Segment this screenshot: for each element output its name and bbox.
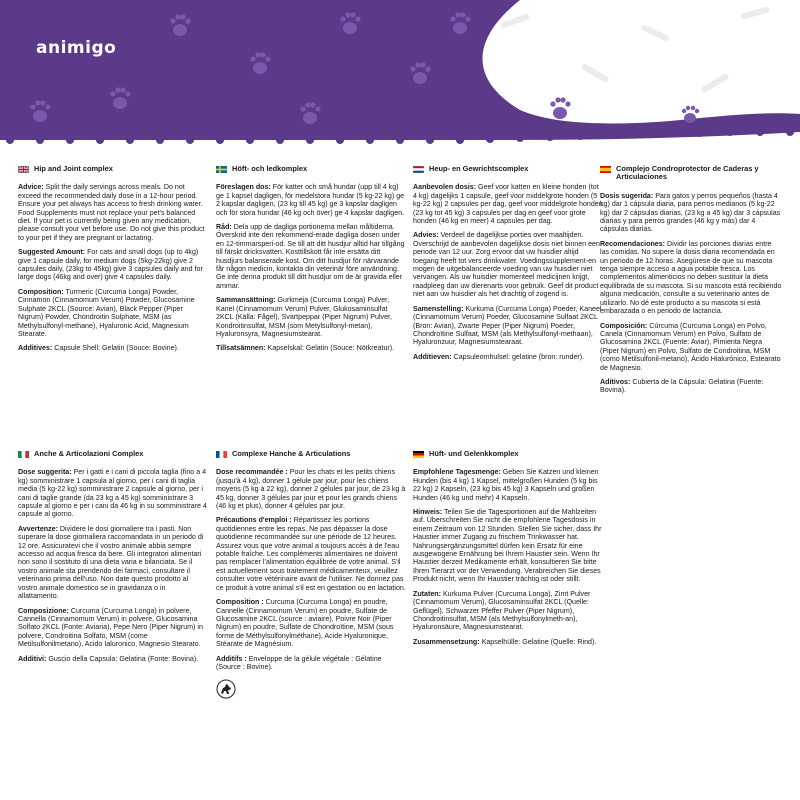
dose-paragraph: Empfohlene Tagesmenge: Geben Sie Katzen und kleinen Hunden (bis 4 kg) 1 Kapsel, mittelgroßen Hunden (5 kg bis 22 kg) 2 Kapseln, (23 kg bis 45 kg) 3 Kapseln und großen Hunden (46 kg und mehr) 4 Kapseln.	[413, 468, 599, 502]
section-english	[18, 165, 208, 359]
dose-paragraph: Dose suggerita: Per i gatti e i cani di piccola taglia (fino a 4 kg) somministrare 1 capsula al giorno, per i cani di taglia media (5 kg-22 kg) somministrare 2 capsule al giorno, per i cani di taglie grande (da 23 kg a 45 kg) somministrare 3 capsule al giorno e per i cani da 46 kg in su somministrare 4 capsule al giorno.	[18, 468, 207, 519]
dose-paragraph: Föreslagen dos: För katter och små hundar (upp till 4 kg) ge 1 kapsel dagligen, för medelstora hundar (5 kg-22 kg) ge 2 kapslar dagligen, (23 kg till 45 kg) ge 3 kapslar dagligen och för stora hundar (46 kg och över) ge 4 kapslar dagligen.	[216, 183, 405, 217]
advice-paragraph: Hinweis: Teilen Sie die Tagesportionen auf die Mahlzeiten auf. Überschreiten Sie nicht die empfohlene Tagesdosis in einem Zeitraum von 12 Stunden. Stellen Sie sicher, dass Ihr Haustier immer Zugang zu frischem Trinkwasser hat. Nahrungsergänzungsmittel dürfen kein Ersatz für eine ausgewogene Ernährung bei Ihrem Haustier sein. Wenn Ihr Haustier derzeit Medikamente erhält, konsultieren Sie bitte Ihren Tierarzt vor der Verwendung. Verabreichen Sie dieses Produkt nicht, wenn Ihr Haustier trächtig ist oder stillt.	[413, 508, 602, 584]
composition-paragraph: Composition : Curcuma (Curcuma Longa) en poudre, Cannelle (Cinnamomum Verum) en poudre, Sulfate de Glucosamine 2KCL (source : aviaire), Poivre Noir (Piper Nigrum) en poudre, Sulfate de Chondroïtine, MSM (sous forme de Méthylsulfonylméthane), Acide Hyaluronique, Stéarate de Magnésium.	[216, 598, 394, 649]
advice-paragraph: Råd: Dela upp de dagliga portionerna mellan måltiderna. Överskrid inte den rekommend-erade dagliga dosen under en 12-timmarsperi-od. Se till att ditt husdjur alltid har tillgång till färskt dricksvatten. Kosttillskott får inte ersätta ditt husdjurs balanserade kost. Om ditt husdjur för närvarande får någon medicin, kontakta din veterinär före användning. Ge inte denna produkt till ditt husdjur om de är gravida eller ammar.	[216, 223, 405, 290]
netherlands-flag-icon	[413, 166, 424, 173]
composition-paragraph: Zutaten: Kurkuma Pulver (Curcuma Longa), Zimt Pulver (Cinnamomum Verum), Glucosaminsulfat 2KCL (Quelle: Geflügel), Schwarzer Pfeffer Pulver (Piper Nigrum), Chondroitinsulfat, MSM (als Methylsulfonylmeth-an), Hyaluronsäure, Magnesiumstearat.	[413, 589, 591, 632]
section-spanish	[600, 165, 782, 401]
additives-paragraph: Additifs : Enveloppe de la gélule végétale : Gélatine (Source : Bovine).	[216, 654, 382, 671]
spain-flag-icon	[600, 166, 611, 173]
composition-paragraph: Sammansättning: Gurkmeja (Curcuma Longa) Pulver, Kanel (Cinnamomum Verum) Pulver, Glukosaminsulfat 2KCL (Källa: Fågel), Svartpeppar (Piper Nigrum) Pulver, Kondroitinsulfat, MSM (som Metylsulfonyl-metan), Hyaluronsyra, Magnesiumstearat.	[216, 296, 392, 338]
dose-paragraph: Aanbevolen dosis: Geef voor katten en kleine honden (tot 4 kg) dagelijks 1 capsule, geef voor middelgrote honden (5 kg-22 kg) 2 capsules per dag, geef voor middelgrote honden (23 kg tot 45 kg) 3 capsules per dag en geef voor grote honden (46 kg en meer) 4 capsules per dag.	[413, 183, 603, 226]
amount-paragraph: Suggested Amount: For cats and small dogs (up to 4kg) give 1 capsule daily, for medium dogs (5kg-22kg) give 2 capsules daily, (23kg to 45kg) give 3 capsules daily and for large dogs (46kg and over) give 4 capsules daily.	[18, 248, 203, 282]
uk-flag-icon	[18, 166, 29, 173]
composition-paragraph: Composition: Turmeric (Curcuma Longa) Powder, Cinnamon (Cinnamomum Verum) Powder, Glucosamine Sulphate 2KCL (Source: Avian), Black Pepper (Piper Nigrum) Powder, Chondroitin Sulphate, MSM (as Methylsulfonyl-methane), Hyaluronic Acid, Magnesium Stearate.	[18, 287, 195, 338]
advice-paragraph: Avvertenze: Dividere le dosi giornaliere tra i pasti. Non superare la dose giornaliera raccomandata in un periodo di 12 ore. Assicuratevi che il vostro animale abbia sempre accesso ad acqua fresca da bere. Gli integratori alimentari non sono il sostituto di una dieta varia e bilanciata. Se il vostro animale sta prendendo dei farmaci, consultare il veterinario prima dell'uso. Non date questo prodotto al vostro animale domestico se in gravidanza o in allattamento.	[18, 524, 204, 601]
additives-paragraph: Aditivos: Cubierta de la Cápsula: Gelatina (Fuente: Bovina).	[600, 377, 764, 395]
section-german	[413, 450, 603, 652]
section-title: Heup- en Gewrichtscomplex	[429, 164, 529, 173]
section-heading	[413, 165, 603, 173]
section-italian	[18, 450, 208, 669]
additives-paragraph: Additivi: Guscio della Capsula: Gelatina (Fonte: Bovina).	[18, 654, 199, 663]
section-heading	[600, 165, 782, 182]
germany-flag-icon	[413, 451, 424, 458]
france-flag-icon	[216, 451, 227, 458]
header-banner	[0, 0, 800, 150]
section-heading	[413, 450, 603, 458]
section-dutch	[413, 165, 603, 367]
section-title: Complexe Hanche & Articulations	[232, 449, 351, 458]
brand-logo: animigo	[36, 38, 117, 58]
section-title: Complejo Condroprotector de Caderas y Articulaciones	[616, 164, 759, 182]
dose-paragraph: Dose recommandée : Pour les chats et les petits chiens (jusqu'à 4 kg), donner 1 gélule par jour, pour les chiens moyens (5 kg à 22 kg), donner 2 gélules par jour, de 23 kg à 45 kg, donner 3 gélules par jour et pour les grands chiens (46 kg et plus), donner 4 gélules par jour.	[216, 468, 406, 511]
section-title: Hüft- und Gelenkkomplex	[429, 449, 519, 458]
advice-paragraph: Advies: Verdeel de dagelijkse porties over maaltijden. Overschrijd de aanbevolen dagelijkse dosis niet binnen een periode van 12 uur. Zorg ervoor dat uw huisdier altijd toegang heeft tot vers drinkwater. Voedingssupplement-en mogen de uitgebalanceerde voeding van uw huisdier niet vervangen. Als uw huisdier momenteel medicijnen krijgt, raadpleeg dan uw dierenarts voor gebruik. Geef dit product niet aan uw huisdier als het drachtig of zogend is.	[413, 231, 600, 299]
section-heading	[216, 450, 406, 458]
dose-paragraph: Dosis sugerida: Para gatos y perros pequeños (hasta 4 kg) dar 1 cápsula diaria, para perros medianos (5 kg-22 kg) dar 2 cápsulas diarias, (23 kg a 45 kg) dar 3 cápsulas diarias y para perros grandes (46 kg y más) dar 4 cápsulas diarias.	[600, 191, 781, 234]
additives-paragraph: Zusammensetzung: Kapselhülle: Gelatine (Quelle: Rind).	[413, 637, 597, 646]
sweden-flag-icon	[216, 166, 227, 173]
italy-flag-icon	[18, 451, 29, 458]
composition-paragraph: Samenstelling: Kurkuma (Curcuma Longa) Poeder, Kaneel (Cinnamomum Verum) Poeder, Glucosamine Sulfaat 2KCL (Bron: Avian), Zwarte Peper (Piper Nigrum) Poeder, Chondroïtine Sulfaat, MSM (als Methylsulfonyl-methaan), Hyaluronzuur, Magnesiumstearaat.	[413, 304, 602, 347]
section-heading	[18, 450, 208, 458]
section-swedish	[216, 165, 406, 359]
content-grid	[18, 165, 788, 795]
dog-silhouette-icon	[216, 679, 236, 699]
additives-paragraph: Tillsatsämnen: Kapselskal: Gelatin (Souce: Nötkreatur).	[216, 344, 395, 353]
section-title: Höft- och ledkomplex	[232, 164, 308, 173]
section-title: Anche & Articolazioni Complex	[34, 449, 144, 458]
banner-background	[0, 0, 800, 150]
section-heading	[216, 165, 406, 173]
advice-paragraph: Advice: Split the daily servings across meals. Do not exceed the recommended daily dose in a 12-hour period. Ensure your pet always has access to fresh drinking water. Food Supplements must not replace your pet's balanced diet. If your pet is currently being given any medication, please consult your vet before use. Do not give this product to your pet if they are pregnant or lactating.	[18, 183, 205, 242]
section-french	[216, 450, 406, 702]
composition-paragraph: Composizione: Curcuma (Curcuma Longa) in polvere, Cannella (Cinnamomum Verum) in polvere, Glucosamina Solfato 2KCL (Fonte: Aviaria), Pepe Nero (Piper Nigrum) in polvere, Condroitina Solfato, MSM (come Metilsulfonilmetano), Acido Ialuronico, Magnesio Stearato.	[18, 606, 203, 649]
composition-paragraph: Composición: Cúrcuma (Curcuma Longa) en Polvo, Canela (Cinnamomum Verum) en Polvo, Sulfato de Glucosamina 2KCL (Fuente: Aviar), Pimienta Negra (Piper Nigrum) en Polvo, Sulfato de Condroitina, MSM (como Metilsulfonil-metano), Ácido Hialurónico, Estearato de Magnesio.	[600, 321, 781, 372]
section-heading	[18, 165, 208, 173]
advice-paragraph: Précautions d'emploi : Répartissez les portions quotidiennes entre les repas. Ne pas dépasser la dose quotidienne recommandée sur une période de 12 heures. Assurez vous que votre animal a toujours accès à de l'eau potable fraîche. Les compléments alimentaires ne doivent pas remplacer l'alimentation équilibrée de votre animal. S'il est actuellement sous traitement médicamenteux, veuillez consulter votre vétérinaire avant de l'utiliser. Ne donnez pas ce produit à votre animal s'il est en gestation ou en lactation.	[216, 516, 406, 592]
additives-paragraph: Additives: Capsule Shell: Gelatin (Souce: Bovine).	[18, 344, 179, 353]
additives-paragraph: Additieven: Capsuleomhulsel: gelatine (bron: runder).	[413, 352, 585, 361]
advice-paragraph: Recomendaciones: Dividir las porciones diarias entre las comidas. No supere la dosis diaria recomendada en un periodo de 12 horas. Asegúrese de que su mascota tenga siempre acceso a agua potable fresca. Los complementos alimenticios no deben sustituir la dieta equilibrada de su mascota. Si su mascota está recibiendo alguna medicación, consulte a su veterinario antes de utilizarlo. No dé este producto a su mascota si está embarazada o en periodo de lactancia.	[600, 239, 782, 316]
section-title: Hip and Joint complex	[34, 164, 113, 173]
